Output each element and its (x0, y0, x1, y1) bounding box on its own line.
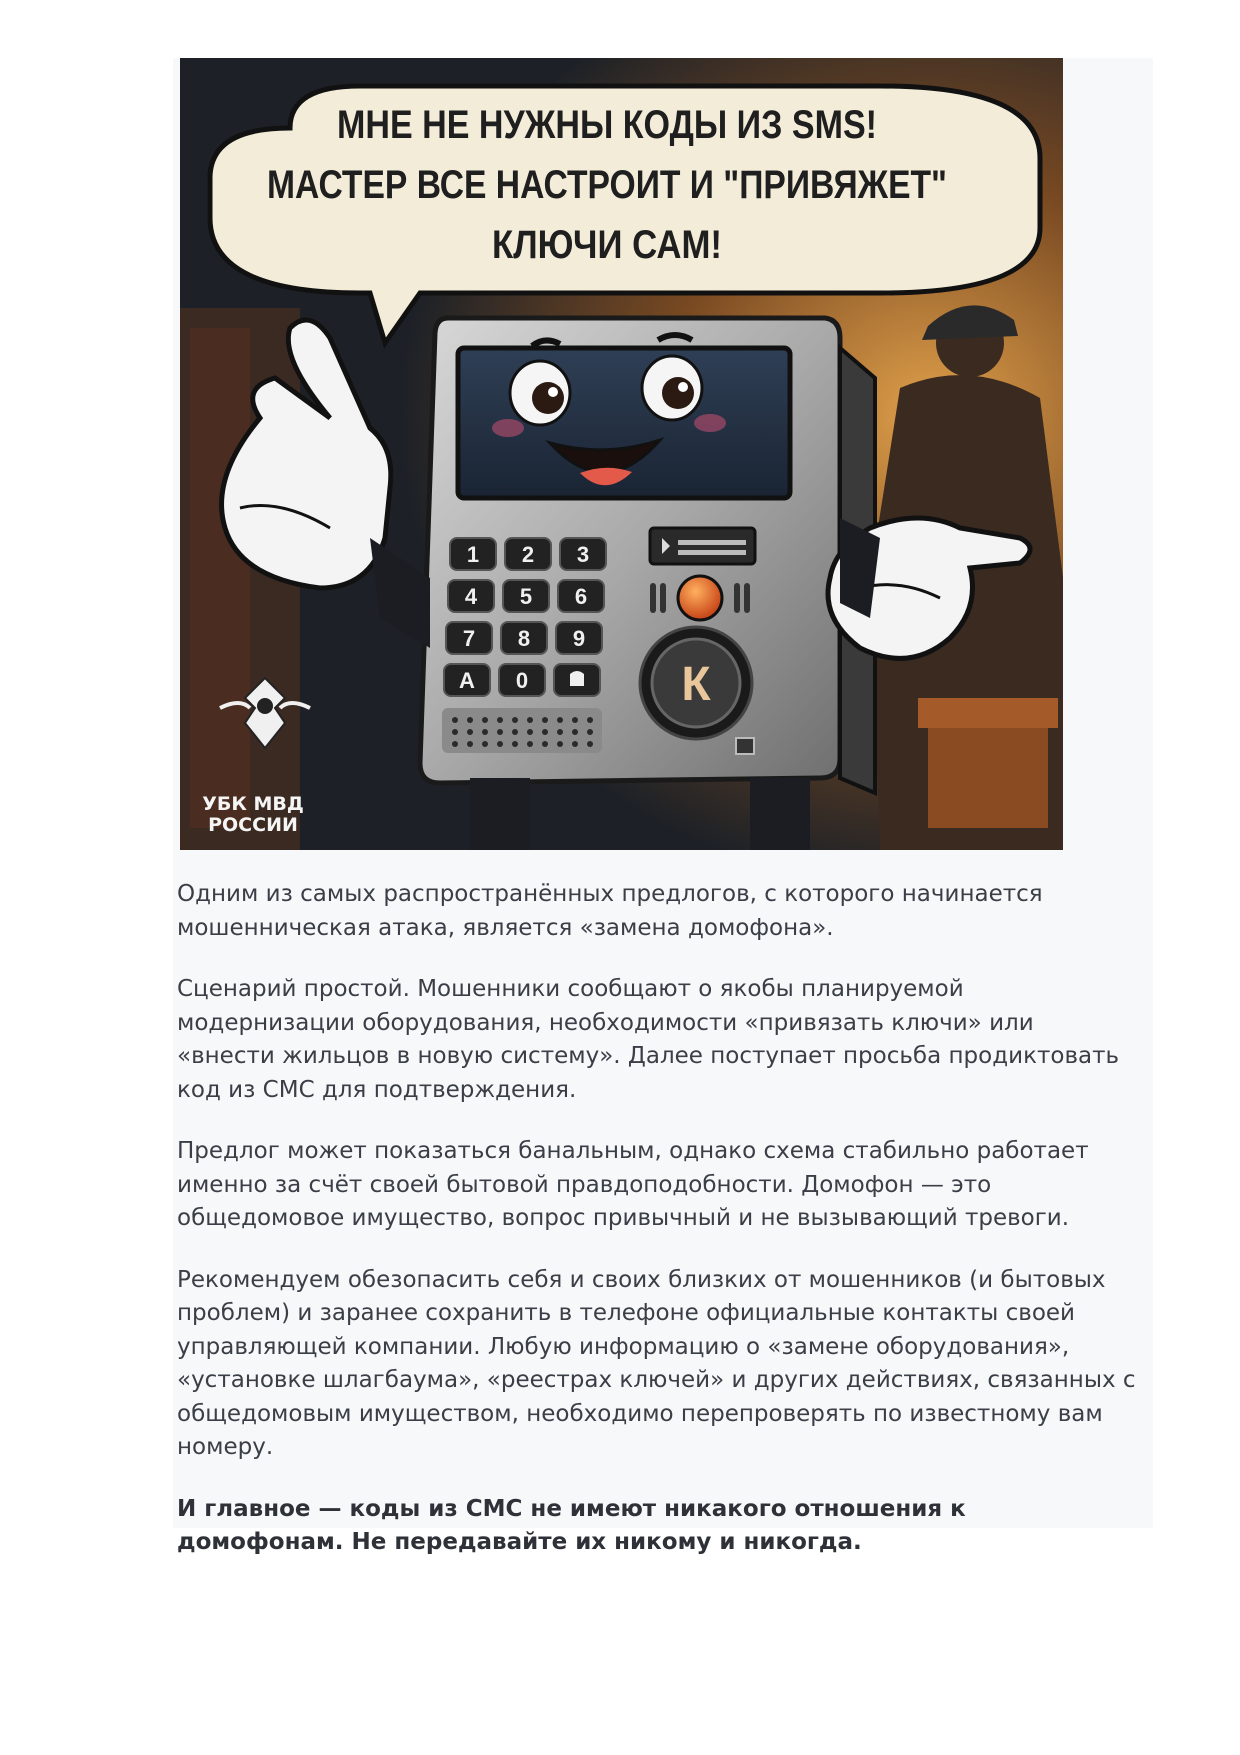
key-1: 1 (466, 542, 480, 567)
key-9: 9 (572, 626, 586, 651)
key-8: 8 (517, 626, 531, 651)
post-text (177, 878, 1137, 1588)
bubble-line-2: МАСТЕР ВСЕ НАСТРОИТ И "ПРИВЯЖЕТ" (267, 163, 947, 207)
paragraph-4: Рекомендуем обезопасить себя и своих близких от мошенников (и бытовых проблем) и заранее сохранить в телефоне официальные контакты своей управляющей компании. Любую информацию о «замене оборудования», «установке шлагбаума», «реестрах ключей» и других действиях, связанных с общедомовым имуществом, необходимо перепроверять по известному вам номеру. (177, 1266, 1136, 1460)
post-card (173, 58, 1153, 1555)
logo-line-2: РОССИИ (208, 814, 298, 836)
key-5: 5 (519, 584, 533, 609)
key-2: 2 (521, 542, 535, 567)
bubble-line-1: МНЕ НЕ НУЖНЫ КОДЫ ИЗ SMS! (337, 103, 877, 147)
key-0: 0 (515, 668, 529, 693)
key-3: 3 (576, 542, 590, 567)
key-6: 6 (574, 584, 588, 609)
k-button-label: К (681, 658, 711, 711)
bubble-line-3: КЛЮЧИ САМ! (492, 223, 722, 267)
paragraph-2: Сценарий простой. Мошенники сообщают о якобы планируемой модернизации оборудования, необходимости «привязать ключи» или «внести жильцов в новую систему». Далее поступает просьба продиктовать код из СМС для подтверждения. (177, 976, 1120, 1103)
logo-line-1: УБК МВД (202, 793, 304, 815)
bell-icon (570, 671, 584, 686)
paragraph-3: Предлог может показаться банальным, однако схема стабильно работает именно за счёт своей бытовой правдоподобности. Домофон — это общедомовое имущество, вопрос привычный и не вызывающий тревоги. (177, 1138, 1089, 1231)
final-note: И главное — коды из СМС не имеют никакого отношения к домофонам. Не передавайте их никому и никогда. (177, 1495, 966, 1555)
paragraph-1: Одним из самых распространённых предлогов, с которого начинается мошенническая атака, является «замена домофона». (177, 881, 1043, 941)
key-4: 4 (464, 584, 478, 609)
key-a: А (459, 668, 475, 693)
key-7: 7 (462, 626, 476, 651)
post-illustration (180, 58, 1063, 850)
